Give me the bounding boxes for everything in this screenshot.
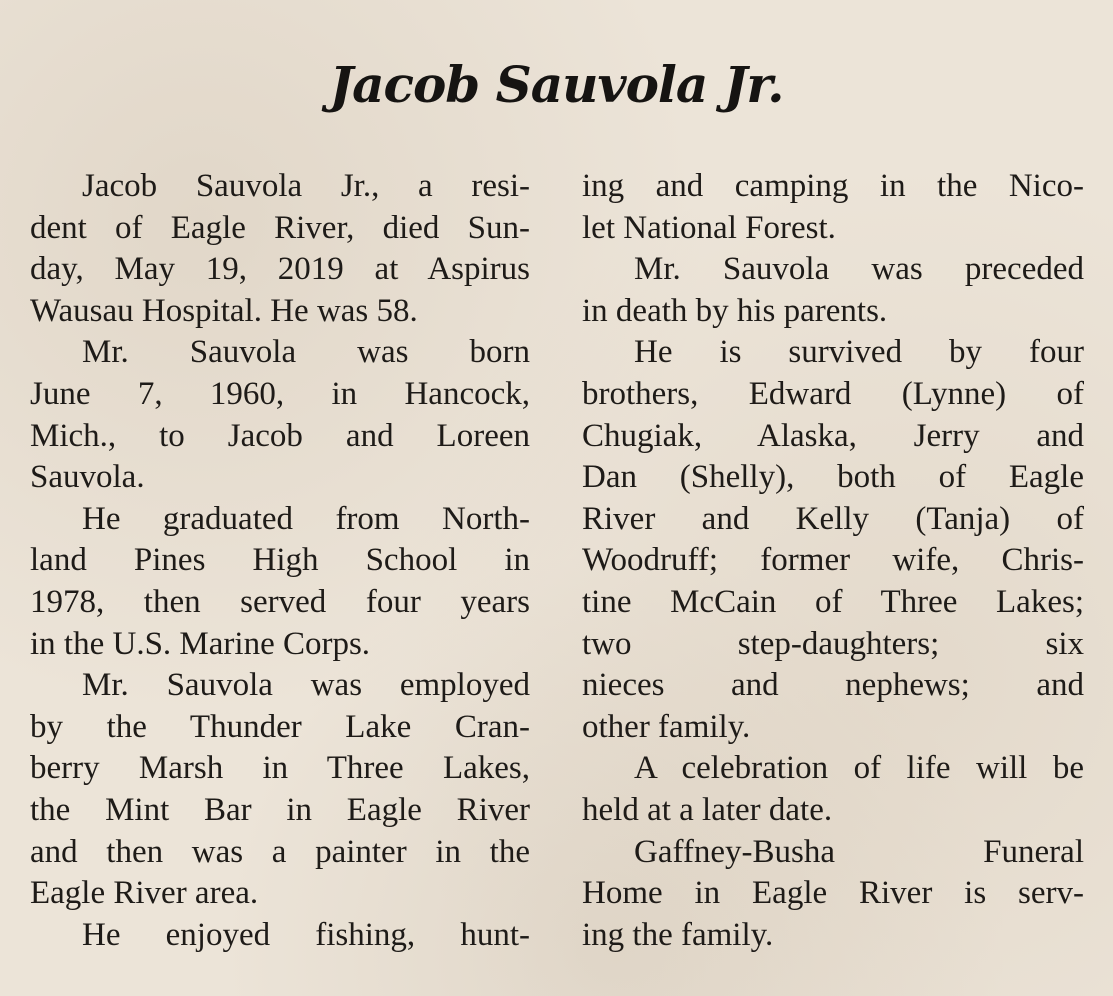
text-line: the Mint Bar in Eagle River <box>30 791 530 828</box>
text-line: A celebration of life will be <box>634 750 1084 787</box>
text-line: Eagle River area. <box>30 875 259 912</box>
text-line: Jacob Sauvola Jr., a resi- <box>82 168 530 204</box>
text-line: River and Kelly (Tanja) of <box>582 500 1084 537</box>
text-line: let National Forest. <box>582 209 836 246</box>
text-line: other family. <box>582 708 751 745</box>
text-line: 1978, then served four years <box>30 583 530 620</box>
text-line: nieces and nephews; and <box>582 667 1084 704</box>
text-line: Home in Eagle River is serv- <box>582 875 1084 912</box>
text-line: tine McCain of Three Lakes; <box>582 583 1084 620</box>
text-line: Chugiak, Alaska, Jerry and <box>582 417 1084 454</box>
right-column <box>582 166 1084 956</box>
text-line: in death by his parents. <box>582 292 888 329</box>
text-line: day, May 19, 2019 at Aspirus <box>30 251 530 288</box>
text-line: dent of Eagle River, died Sun- <box>30 209 530 246</box>
text-line: brothers, Edward (Lynne) of <box>582 375 1084 412</box>
text-line: He enjoyed fishing, hunt- <box>82 916 530 953</box>
text-line: in the U.S. Marine Corps. <box>30 625 371 662</box>
text-line: Dan (Shelly), both of Eagle <box>582 459 1084 496</box>
text-line: He graduated from North- <box>82 500 530 537</box>
text-line: Sauvola. <box>30 459 145 496</box>
text-line: He is survived by four <box>634 334 1084 371</box>
text-line: Wausau Hospital. He was 58. <box>30 292 418 329</box>
left-column <box>30 166 530 956</box>
text-line: Mr. Sauvola was preceded <box>634 251 1084 288</box>
text-line: berry Marsh in Three Lakes, <box>30 750 530 787</box>
text-line: ing and camping in the Nico- <box>582 168 1084 204</box>
text-line: held at a later date. <box>582 791 833 828</box>
text-line: Woodruff; former wife, Chris- <box>582 542 1084 579</box>
text-line: Gaffney-Busha Funeral <box>634 833 1084 870</box>
text-line: two step-daughters; six <box>582 625 1084 662</box>
obituary-title: Jacob Sauvola Jr. <box>329 55 784 114</box>
text-line: Mr. Sauvola was born <box>82 334 530 371</box>
text-line: Mr. Sauvola was employed <box>82 667 530 704</box>
text-line: land Pines High School in <box>30 542 530 579</box>
text-line: by the Thunder Lake Cran- <box>30 708 530 745</box>
text-line: Mich., to Jacob and Loreen <box>30 417 530 454</box>
text-line: June 7, 1960, in Hancock, <box>30 375 530 412</box>
text-line: and then was a painter in the <box>30 833 530 870</box>
text-line: ing the family. <box>582 916 774 953</box>
